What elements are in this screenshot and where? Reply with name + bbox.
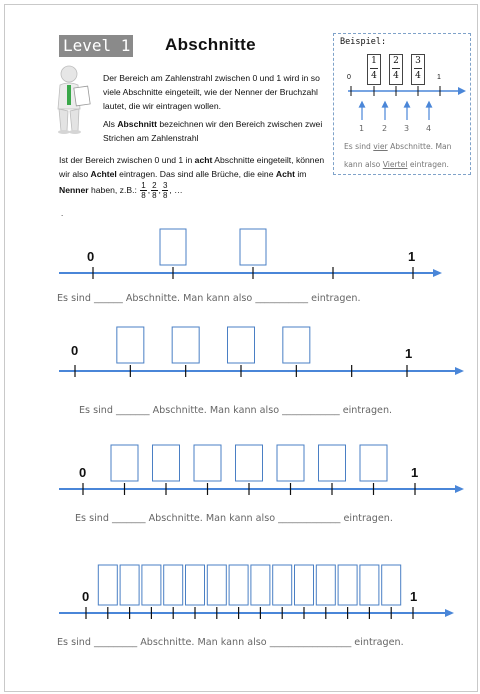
exercise-4-zero: 0	[82, 589, 90, 604]
fraction-numerator: 3	[415, 56, 421, 66]
exercise-3-one: 1	[411, 465, 419, 480]
fraction-tail: , …	[169, 184, 183, 195]
p3-bold4: Nenner	[59, 184, 89, 195]
exercise-4-sentence: Es sind _________ Abschnitte. Man kann also _________________ eintragen.	[57, 637, 404, 648]
fraction-denominator: 4	[415, 71, 421, 81]
exercise-1-one: 1	[408, 249, 416, 264]
p3-a: Ist der Bereich zwischen 0 und 1 in	[59, 155, 195, 165]
hand-underlined: Viertel	[382, 160, 408, 169]
page-title: Abschnitte	[165, 35, 256, 54]
exercise-2-one: 1	[405, 346, 413, 361]
exercise-3-answer-box	[236, 445, 263, 481]
exercise-1-sentence: Es sind ______ Abschnitte. Man kann also ___________ eintragen.	[57, 293, 361, 304]
hand-text: Es sind	[344, 142, 374, 151]
exercise-2-answer-box	[117, 327, 144, 363]
exercise-3-answer-box	[360, 445, 387, 481]
fraction-denominator: 4	[393, 71, 399, 81]
exercise-2-answer-box	[283, 327, 310, 363]
exercise-4-answer-box	[251, 565, 270, 605]
hand-text: kann also	[344, 160, 383, 169]
example-zero: 0	[347, 74, 351, 81]
exercise-4-answer-box	[229, 565, 248, 605]
fraction-numerator: 3	[162, 181, 168, 190]
fraction-numerator: 1	[141, 181, 146, 190]
exercise-4-answer-box	[186, 565, 205, 605]
exercise-3-answer-box	[153, 445, 180, 481]
exercise-4-answer-box	[207, 565, 226, 605]
fraction-numerator: 1	[371, 56, 377, 66]
example-section-number: 3	[404, 124, 410, 133]
exercise-4-answer-box	[382, 565, 401, 605]
hand-text: eintragen.	[407, 160, 449, 169]
p3-bold1: acht	[194, 155, 213, 165]
exercise-3-answer-box	[319, 445, 346, 481]
exercise-2-arrowhead	[455, 367, 464, 375]
example-one: 1	[437, 74, 441, 81]
p3-e: haben, z.B.:	[88, 184, 140, 195]
p2-prefix: Als	[103, 119, 118, 129]
p3-c: eintragen. Das sind alle Brüche, die eine	[116, 169, 276, 179]
exercise-2-answer-box	[228, 327, 255, 363]
example-section-number: 4	[426, 124, 432, 133]
exercise-4-answer-box	[273, 565, 292, 605]
fraction-denominator: 4	[371, 71, 377, 81]
exercise-3-answer-box	[194, 445, 221, 481]
exercise-4-answer-box	[316, 565, 335, 605]
exercise-3-answer-box	[277, 445, 304, 481]
exercise-3-sentence: Es sind _______ Abschnitte. Man kann also _____________ eintragen.	[75, 513, 393, 524]
exercise-4-answer-box	[295, 565, 314, 605]
fraction-denominator: 8	[141, 191, 146, 200]
exercise-2-answer-box	[172, 327, 199, 363]
exercise-4-answer-box	[120, 565, 139, 605]
intro-paragraph-1: Der Bereich am Zahlenstrahl zwischen 0 und 1 wird in so viele Abschnitte eingeteilt, wie der Nenner der Bruchzahl lautet, die wir eintragen wollen.	[103, 73, 320, 111]
p3-bold2: Achtel	[90, 169, 117, 179]
exercise-4-arrowhead	[445, 609, 454, 617]
p2-suffix: bezeichnen wir den Bereich zwischen zwei Strichen am Zahlenstrahl	[103, 119, 323, 143]
hand-text: Abschnitte. Man	[387, 142, 452, 151]
exercise-1-arrowhead	[433, 269, 442, 277]
p3-d: im	[295, 169, 307, 179]
exercise-4-answer-box	[164, 565, 183, 605]
exercise-1-answer-box	[240, 229, 266, 265]
exercise-2-sentence: Es sind _______ Abschnitte. Man kann also ____________ eintragen.	[79, 405, 393, 416]
hand-underlined: vier	[373, 142, 388, 151]
fraction-numerator: 2	[393, 56, 399, 66]
fraction-denominator: 8	[162, 191, 168, 200]
fraction-separator: ,	[147, 184, 151, 195]
stray-dot: .	[61, 209, 64, 218]
exercise-4-answer-box	[338, 565, 357, 605]
exercise-1-zero: 0	[87, 249, 95, 264]
exercise-3-answer-box	[111, 445, 138, 481]
exercise-3-zero: 0	[79, 465, 87, 480]
exercise-1-answer-box	[160, 229, 186, 265]
exercise-2-zero: 0	[71, 343, 79, 358]
exercise-4-answer-box	[98, 565, 117, 605]
example-label: Beispiel:	[340, 37, 387, 47]
exercise-4-one: 1	[410, 589, 418, 604]
exercise-4-answer-box	[360, 565, 379, 605]
level-badge: Level 1	[59, 35, 133, 57]
fraction-numerator: 2	[152, 181, 157, 190]
example-section-number: 2	[382, 124, 388, 133]
fraction-separator: ,	[158, 184, 161, 195]
p3-bold3: Acht	[275, 169, 295, 179]
exercise-3-arrowhead	[455, 485, 464, 493]
p3-b: Abschnitte eingeteilt, können wir also	[59, 155, 325, 179]
p2-bold: Abschnitt	[117, 119, 157, 129]
exercise-4-answer-box	[142, 565, 161, 605]
fraction-denominator: 8	[152, 191, 157, 200]
example-section-number: 1	[359, 124, 365, 133]
worksheet-page	[4, 4, 478, 692]
